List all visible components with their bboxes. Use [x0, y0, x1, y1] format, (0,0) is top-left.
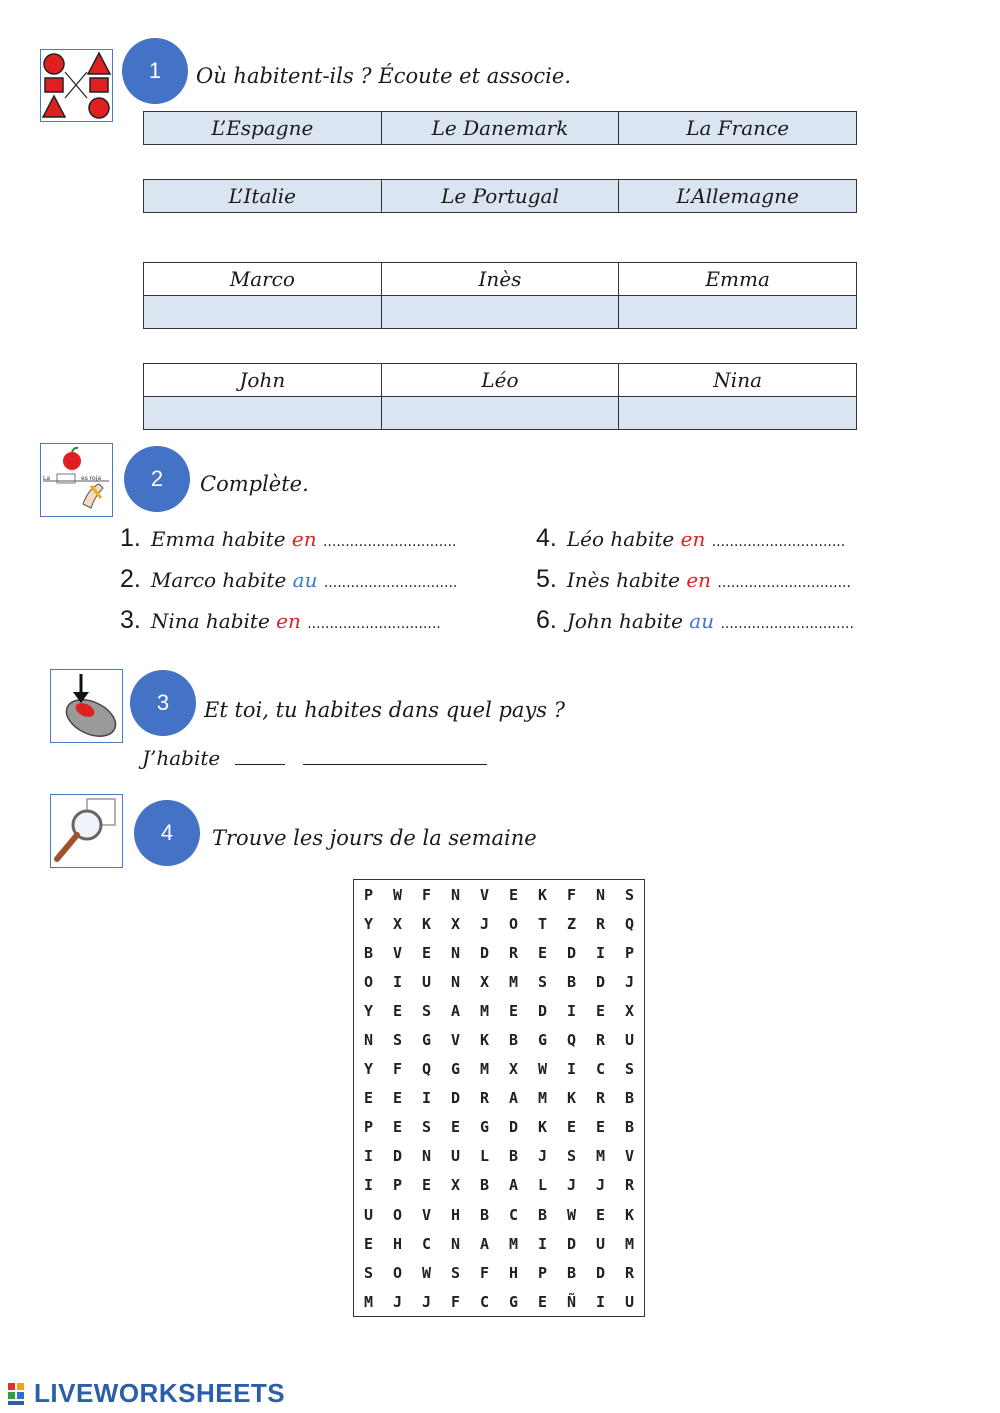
- word-search-letter[interactable]: I: [421, 1089, 432, 1108]
- exercise-3-instruction: Et toi, tu habites dans quel pays ?: [204, 698, 566, 722]
- word-search-row: [354, 1142, 645, 1171]
- word-search-letter[interactable]: R: [624, 1176, 635, 1195]
- word-search-row: [354, 1084, 645, 1113]
- word-search-letter[interactable]: B: [508, 1147, 519, 1166]
- word-search-letter[interactable]: D: [479, 943, 490, 962]
- word-search-letter[interactable]: C: [479, 1292, 490, 1311]
- word-search-letter[interactable]: N: [450, 885, 461, 904]
- word-search-letter[interactable]: I: [595, 943, 606, 962]
- answer-drop-cell[interactable]: [144, 296, 382, 329]
- word-search-letter[interactable]: A: [479, 1234, 490, 1253]
- word-search-row: [354, 909, 645, 938]
- word-search-letter[interactable]: D: [508, 1118, 519, 1137]
- word-search-letter[interactable]: B: [566, 972, 577, 991]
- answer-drop-cell[interactable]: [619, 296, 857, 329]
- article-input[interactable]: [235, 746, 285, 765]
- name-cell: Nina: [619, 364, 857, 397]
- word-search-letter[interactable]: U: [624, 1031, 635, 1050]
- word-search-letter[interactable]: O: [392, 1263, 403, 1282]
- word-search-letter[interactable]: S: [392, 1031, 403, 1050]
- exercise-1-number: 1: [122, 38, 188, 104]
- word-search-letter[interactable]: B: [624, 1089, 635, 1108]
- word-search-letter[interactable]: X: [450, 1176, 461, 1195]
- word-search-letter[interactable]: M: [595, 1147, 606, 1166]
- word-search-letter[interactable]: E: [595, 1118, 606, 1137]
- word-search-letter[interactable]: I: [566, 1001, 577, 1020]
- countries-table-1: [143, 111, 857, 145]
- exercise-4-instruction: Trouve les jours de la semaine: [212, 826, 537, 850]
- word-search-letter[interactable]: D: [566, 943, 577, 962]
- word-search-letter[interactable]: F: [479, 1263, 490, 1282]
- word-search-letter[interactable]: P: [537, 1263, 548, 1282]
- word-search-letter[interactable]: E: [508, 1001, 519, 1020]
- word-search-letter[interactable]: G: [450, 1060, 461, 1079]
- word-search-row: [354, 1113, 645, 1142]
- word-search-letter[interactable]: E: [566, 1118, 577, 1137]
- word-search-letter[interactable]: U: [421, 972, 432, 991]
- word-search-row: [354, 1229, 645, 1258]
- answer-drop-cell[interactable]: [619, 397, 857, 430]
- word-search-letter[interactable]: X: [479, 972, 490, 991]
- word-search-letter[interactable]: E: [595, 1001, 606, 1020]
- names-table-1: [143, 262, 857, 329]
- sentence-2: 2. Marco habite au ..............................: [120, 565, 458, 593]
- answer-blank[interactable]: ..............................: [307, 616, 441, 632]
- word-search-letter[interactable]: D: [595, 972, 606, 991]
- word-search-letter[interactable]: X: [508, 1060, 519, 1079]
- countries-table-2: [143, 179, 857, 213]
- word-search-letter[interactable]: F: [566, 885, 577, 904]
- exercise-4-number: 4: [134, 800, 200, 866]
- word-search-letter[interactable]: G: [479, 1118, 490, 1137]
- word-search-letter[interactable]: R: [595, 1089, 606, 1108]
- word-search-row: [354, 1200, 645, 1229]
- word-search-letter[interactable]: F: [392, 1060, 403, 1079]
- word-search-letter[interactable]: E: [363, 1089, 374, 1108]
- word-search-letter[interactable]: J: [537, 1147, 548, 1166]
- word-search-letter[interactable]: Y: [363, 914, 374, 933]
- word-search-letter[interactable]: N: [363, 1031, 374, 1050]
- word-search-letter[interactable]: B: [508, 1031, 519, 1050]
- word-search-letter[interactable]: K: [537, 1118, 548, 1137]
- word-search-letter[interactable]: E: [508, 885, 519, 904]
- word-search-letter[interactable]: N: [450, 1234, 461, 1253]
- word-search-letter[interactable]: U: [363, 1205, 374, 1224]
- word-search-letter[interactable]: D: [595, 1263, 606, 1282]
- sentence-1: 1. Emma habite en ..............................: [120, 524, 457, 552]
- word-search-letter[interactable]: A: [508, 1176, 519, 1195]
- word-search-letter[interactable]: E: [363, 1234, 374, 1253]
- word-search-letter[interactable]: M: [479, 1001, 490, 1020]
- word-search-letter[interactable]: E: [392, 1001, 403, 1020]
- word-search-letter[interactable]: E: [595, 1205, 606, 1224]
- word-search-letter[interactable]: R: [479, 1089, 490, 1108]
- answer-prompt: J’habite: [142, 746, 221, 770]
- exercise-2-number: 2: [124, 446, 190, 512]
- country-cell[interactable]: La France: [619, 112, 857, 145]
- liveworksheets-brand: LIVEWORKSHEETS: [34, 1378, 286, 1408]
- word-search-letter[interactable]: I: [363, 1147, 374, 1166]
- word-search-letter[interactable]: M: [479, 1060, 490, 1079]
- word-search-letter[interactable]: P: [363, 885, 374, 904]
- word-search-letter[interactable]: B: [537, 1205, 548, 1224]
- word-search-letter[interactable]: S: [421, 1001, 432, 1020]
- country-cell[interactable]: Le Portugal: [381, 180, 619, 213]
- word-search-letter[interactable]: W: [421, 1263, 432, 1282]
- word-search-letter[interactable]: H: [508, 1263, 519, 1282]
- exercise-1-instruction: Où habitent-ils ? Écoute et associe.: [196, 64, 572, 88]
- country-input[interactable]: [303, 746, 487, 765]
- word-search-letter[interactable]: E: [421, 943, 432, 962]
- word-search-letter[interactable]: D: [566, 1234, 577, 1253]
- word-search-letter[interactable]: J: [421, 1292, 432, 1311]
- word-search-letter[interactable]: S: [450, 1263, 461, 1282]
- word-search-letter[interactable]: W: [537, 1060, 548, 1079]
- word-search-letter[interactable]: B: [566, 1263, 577, 1282]
- word-search-grid[interactable]: [353, 879, 645, 1317]
- answer-blank[interactable]: ..............................: [711, 534, 846, 550]
- word-search-letter[interactable]: E: [421, 1176, 432, 1195]
- name-cell: Inès: [381, 263, 619, 296]
- word-search-letter[interactable]: D: [450, 1089, 461, 1108]
- sentence-3: 3. Nina habite en ..............................: [120, 606, 441, 634]
- word-search-letter[interactable]: K: [624, 1205, 635, 1224]
- word-search-letter[interactable]: V: [450, 1031, 461, 1050]
- word-search-letter[interactable]: J: [479, 914, 490, 933]
- answer-blank[interactable]: ..............................: [720, 616, 854, 632]
- word-search-letter[interactable]: M: [624, 1234, 635, 1253]
- svg-text:La: La: [43, 475, 51, 482]
- word-search-row: [354, 967, 645, 996]
- word-search-letter[interactable]: B: [479, 1205, 490, 1224]
- answer-blank[interactable]: ..............................: [323, 575, 458, 591]
- word-search-letter[interactable]: K: [537, 885, 548, 904]
- word-search-letter[interactable]: O: [508, 914, 519, 933]
- word-search-letter[interactable]: P: [392, 1176, 403, 1195]
- word-search-letter[interactable]: E: [450, 1118, 461, 1137]
- word-search-letter[interactable]: H: [392, 1234, 403, 1253]
- word-search-letter[interactable]: E: [537, 1292, 548, 1311]
- word-search-letter[interactable]: U: [595, 1234, 606, 1253]
- country-cell[interactable]: L’Espagne: [144, 112, 382, 145]
- exercise-3-number: 3: [130, 670, 196, 736]
- word-search-letter[interactable]: M: [363, 1292, 374, 1311]
- word-search-letter[interactable]: J: [624, 972, 635, 991]
- word-search-letter[interactable]: S: [363, 1263, 374, 1282]
- word-search-letter[interactable]: I: [566, 1060, 577, 1079]
- word-search-letter[interactable]: N: [421, 1147, 432, 1166]
- name-cell: Emma: [619, 263, 857, 296]
- sentence-4: 4. Léo habite en ..............................: [536, 524, 846, 552]
- word-search-letter[interactable]: B: [363, 943, 374, 962]
- liveworksheets-logo: [8, 1378, 285, 1409]
- word-search-letter[interactable]: R: [624, 1263, 635, 1282]
- answer-line: [142, 746, 487, 770]
- word-search-letter[interactable]: Q: [624, 914, 635, 933]
- word-search-letter[interactable]: V: [479, 885, 490, 904]
- word-search-letter[interactable]: C: [595, 1060, 606, 1079]
- word-search-letter[interactable]: B: [479, 1176, 490, 1195]
- sentence-5: 5. Inès habite en ..............................: [536, 565, 851, 593]
- writing-hand-icon: [40, 443, 113, 517]
- word-search-letter[interactable]: D: [392, 1147, 403, 1166]
- word-search-letter[interactable]: V: [421, 1205, 432, 1224]
- name-cell: Marco: [144, 263, 382, 296]
- word-search-letter[interactable]: E: [392, 1089, 403, 1108]
- word-search-letter[interactable]: K: [421, 914, 432, 933]
- word-search-letter[interactable]: Y: [363, 1001, 374, 1020]
- word-search-letter[interactable]: G: [537, 1031, 548, 1050]
- word-search-row: [354, 1171, 645, 1200]
- word-search-letter[interactable]: W: [566, 1205, 577, 1224]
- word-search-letter[interactable]: O: [392, 1205, 403, 1224]
- word-search-letter[interactable]: P: [363, 1118, 374, 1137]
- word-search-letter[interactable]: C: [421, 1234, 432, 1253]
- word-search-letter[interactable]: F: [450, 1292, 461, 1311]
- word-search-letter[interactable]: S: [566, 1147, 577, 1166]
- word-search-letter[interactable]: Y: [363, 1060, 374, 1079]
- word-search-letter[interactable]: L: [537, 1176, 548, 1195]
- word-search-letter[interactable]: J: [595, 1176, 606, 1195]
- word-search-row: [354, 1258, 645, 1287]
- answer-blank[interactable]: ..............................: [322, 534, 457, 550]
- word-search-letter[interactable]: N: [450, 972, 461, 991]
- word-search-letter[interactable]: Q: [421, 1060, 432, 1079]
- word-search-letter[interactable]: I: [595, 1292, 606, 1311]
- word-search-row: [354, 1287, 645, 1317]
- word-search-letter[interactable]: B: [624, 1118, 635, 1137]
- word-search-letter[interactable]: S: [624, 1060, 635, 1079]
- word-search-letter[interactable]: A: [508, 1089, 519, 1108]
- mouse-click-icon: [50, 669, 123, 743]
- word-search-letter[interactable]: I: [363, 1176, 374, 1195]
- answer-drop-cell[interactable]: [381, 397, 619, 430]
- word-search-letter[interactable]: F: [421, 885, 432, 904]
- word-search-letter[interactable]: X: [392, 914, 403, 933]
- word-search-letter[interactable]: X: [624, 1001, 635, 1020]
- answer-drop-cell[interactable]: [144, 397, 382, 430]
- word-search-letter[interactable]: X: [450, 914, 461, 933]
- word-search-letter[interactable]: T: [537, 914, 548, 933]
- word-search-letter[interactable]: Ñ: [566, 1292, 577, 1311]
- word-search-row: [354, 1025, 645, 1054]
- word-search-letter[interactable]: G: [508, 1292, 519, 1311]
- country-cell[interactable]: L’Italie: [144, 180, 382, 213]
- word-search-letter[interactable]: K: [566, 1089, 577, 1108]
- word-search-letter[interactable]: I: [392, 972, 403, 991]
- word-search-letter[interactable]: U: [450, 1147, 461, 1166]
- word-search-letter[interactable]: E: [537, 943, 548, 962]
- word-search-letter[interactable]: S: [537, 972, 548, 991]
- word-search-letter[interactable]: J: [392, 1292, 403, 1311]
- word-search-letter[interactable]: R: [595, 1031, 606, 1050]
- word-search-letter[interactable]: C: [508, 1205, 519, 1224]
- word-search-letter[interactable]: R: [508, 943, 519, 962]
- word-search-letter[interactable]: M: [508, 1234, 519, 1253]
- magnifier-icon: [50, 794, 123, 868]
- word-search-letter[interactable]: I: [537, 1234, 548, 1253]
- word-search-letter[interactable]: W: [392, 885, 403, 904]
- word-search-letter[interactable]: V: [392, 943, 403, 962]
- word-search-row: [354, 1055, 645, 1084]
- names-table-2: [143, 363, 857, 430]
- word-search-letter[interactable]: S: [624, 885, 635, 904]
- exercise-2-instruction: Complète.: [200, 472, 309, 496]
- answer-blank[interactable]: ..............................: [717, 575, 851, 591]
- word-search-row: [354, 938, 645, 967]
- svg-text:es roja: es roja: [81, 475, 102, 482]
- word-search-letter[interactable]: L: [479, 1147, 490, 1166]
- word-search-row: [354, 996, 645, 1025]
- word-search-letter[interactable]: M: [508, 972, 519, 991]
- name-cell: John: [144, 364, 382, 397]
- associate-shapes-icon: [40, 49, 113, 122]
- word-search-letter[interactable]: K: [479, 1031, 490, 1050]
- word-search-letter[interactable]: R: [595, 914, 606, 933]
- country-cell[interactable]: L’Allemagne: [619, 180, 857, 213]
- word-search-letter[interactable]: V: [624, 1147, 635, 1166]
- word-search-letter[interactable]: O: [363, 972, 374, 991]
- sentence-6: 6. John habite au ..............................: [536, 606, 854, 634]
- word-search-letter[interactable]: P: [624, 943, 635, 962]
- word-search-letter[interactable]: A: [450, 1001, 461, 1020]
- word-search-letter[interactable]: Q: [566, 1031, 577, 1050]
- word-search-letter[interactable]: N: [450, 943, 461, 962]
- word-search-letter[interactable]: D: [537, 1001, 548, 1020]
- word-search-row: [354, 880, 645, 910]
- country-cell[interactable]: Le Danemark: [381, 112, 619, 145]
- answer-drop-cell[interactable]: [381, 296, 619, 329]
- word-search-letter[interactable]: M: [537, 1089, 548, 1108]
- word-search-letter[interactable]: E: [392, 1118, 403, 1137]
- word-search-letter[interactable]: J: [566, 1176, 577, 1195]
- word-search-letter[interactable]: H: [450, 1205, 461, 1224]
- word-search-letter[interactable]: N: [595, 885, 606, 904]
- word-search-letter[interactable]: S: [421, 1118, 432, 1137]
- name-cell: Léo: [381, 364, 619, 397]
- word-search-letter[interactable]: G: [421, 1031, 432, 1050]
- word-search-letter[interactable]: Z: [566, 914, 577, 933]
- word-search-letter[interactable]: U: [624, 1292, 635, 1311]
